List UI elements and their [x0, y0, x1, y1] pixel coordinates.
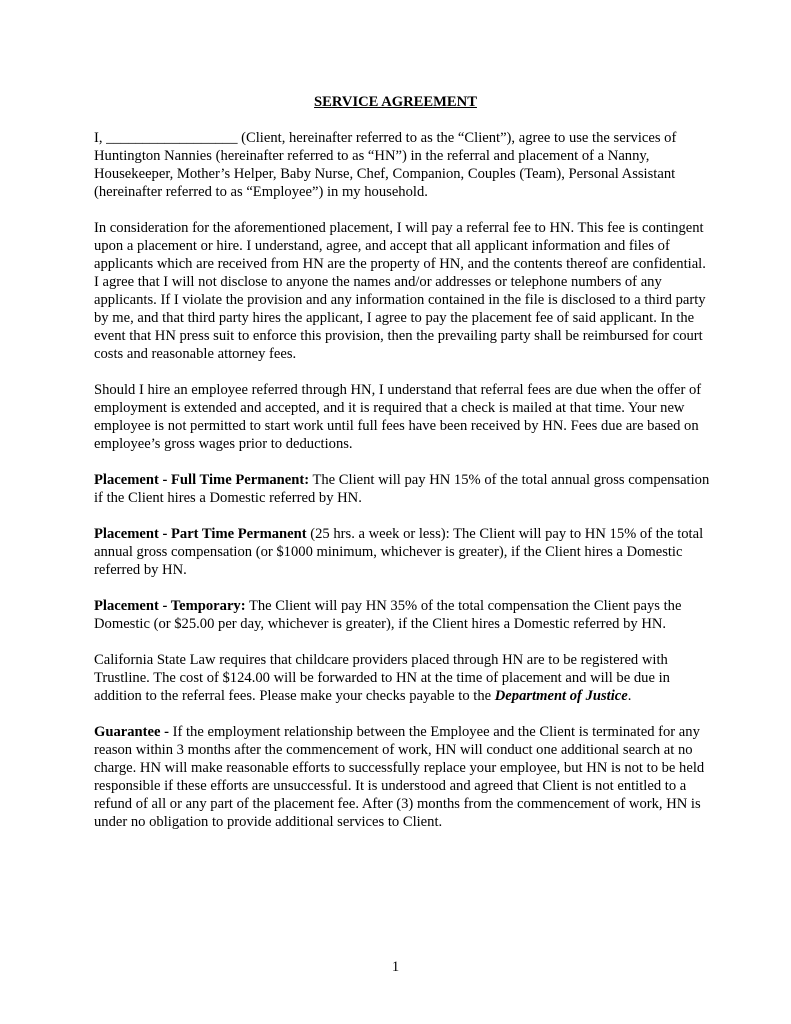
california-end: .: [627, 688, 632, 704]
full-time-heading: Placement - Full Time Permanent:: [94, 472, 310, 488]
page-number: 1: [391, 959, 400, 975]
intro-text: (Client, hereinafter referred to as the “Client”), agree to use the services of Huntington Nannies (hereinafter referred to as “HN”) in the referral and placement of a Nanny, Housekeeper, Mother’s Helper, Baby Nurse, Chef, Companion, Couples (Team), Personal Assistant (hereinafter referred to as “Employee”) in my household.: [94, 130, 677, 200]
guarantee-paragraph: [94, 723, 714, 831]
document-body: [94, 129, 714, 849]
temporary-paragraph: [94, 597, 714, 633]
full-time-paragraph: [94, 471, 714, 507]
california-paragraph: [94, 651, 714, 705]
fees-paragraph: Should I hire an employee referred through HN, I understand that referral fees are due when the offer of employment is extended and accepted, and it is required that a check is mailed at that time. Your new employee is not permitted to start work until full fees have been received by HN. Fees due are based on employee’s gross wages prior to deductions.: [94, 382, 702, 452]
client-name-blank: __________________: [106, 130, 238, 146]
part-time-text: (25 hrs. a week or less): The Client will pay to HN 15% of the total annual gross compensation (or $1000 minimum, whichever is greater), if the Client hires a Domestic referred by HN.: [94, 526, 704, 578]
california-text: California State Law requires that childcare providers placed through HN are to be registered with Trustline. The cost of $124.00 will be forwarded to HN at the time of placement and will be due in addition to the referral fees. Please make your checks payable to the: [94, 652, 670, 704]
document-title: SERVICE AGREEMENT: [314, 94, 477, 110]
guarantee-text: If the employment relationship between the Employee and the Client is terminated for any reason within 3 months after the commencement of work, HN will conduct one additional search at no charge. HN will make reasonable efforts to successfully replace your employee, but HN is not to be held responsible if these efforts are unsuccessful. It is understood and agreed that Client is not entitled to a refund of all or any part of the placement fee. After (3) months from the commencement of work, HN is under no obligation to provide additional services to Client.: [94, 724, 705, 830]
intro-prefix: I,: [94, 130, 107, 146]
full-time-text: The Client will pay HN 15% of the total annual gross compensation if the Client hires a Domestic referred by HN.: [94, 472, 710, 506]
temporary-heading: Placement - Temporary:: [94, 598, 246, 614]
intro-paragraph: [94, 129, 714, 201]
department-of-justice: Department of Justice: [494, 688, 628, 704]
part-time-heading: Placement - Part Time Permanent: [94, 526, 307, 542]
guarantee-heading: Guarantee -: [94, 724, 169, 740]
part-time-paragraph: [94, 525, 714, 579]
consideration-paragraph: In consideration for the aforementioned placement, I will pay a referral fee to HN. This fee is contingent upon a placement or hire. I understand, agree, and accept that all applicant information and files of applicants which are received from HN are the property of HN, and the contents thereof are confidential. I agree that I will not disclose to anyone the names and/or addresses or telephone numbers of any applicants. If I violate the provision and any information contained in the file is disclosed to a third party by me, and that third party hires the applicant, I agree to pay the placement fee of said applicant. In the event that HN press suit to enforce this provision, then the prevailing party shall be reimbursed for court costs and reasonable attorney fees.: [94, 220, 706, 362]
temporary-text: The Client will pay HN 35% of the total compensation the Client pays the Domestic (or $25.00 per day, whichever is greater), if the Client hires a Domestic referred by HN.: [94, 598, 682, 632]
